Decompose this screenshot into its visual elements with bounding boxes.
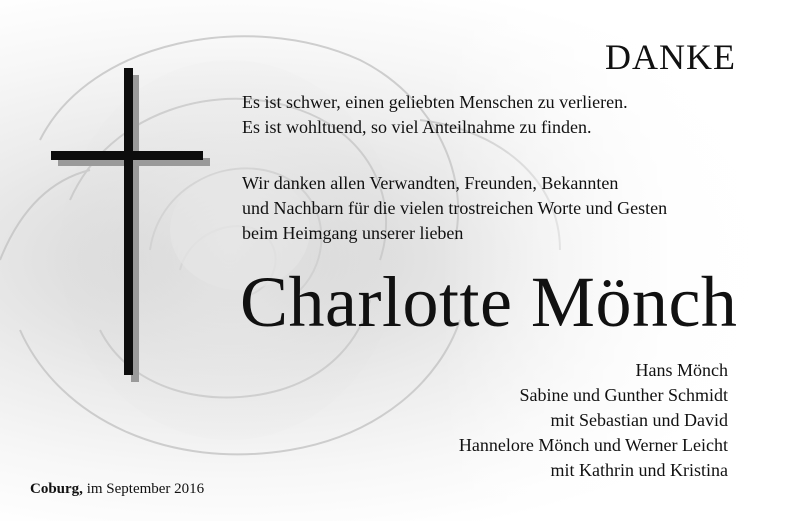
intro-paragraph	[242, 90, 628, 140]
thanks-line: beim Heimgang unserer lieben	[242, 223, 464, 243]
intro-line: Es ist wohltuend, so viel Anteilnahme zu finden.	[242, 117, 592, 137]
thanks-line: und Nachbarn für die vielen trostreichen Worte und Gesten	[242, 198, 668, 218]
intro-line: Es ist schwer, einen geliebten Menschen zu verlieren.	[242, 92, 628, 112]
mourner-line: Sabine und Gunther Schmidt	[519, 385, 728, 405]
deceased-name: Charlotte Mönch	[240, 262, 738, 342]
place-date	[30, 481, 204, 498]
date-text: im September 2016	[82, 481, 205, 497]
mourner-line: mit Kathrin und Kristina	[550, 460, 728, 480]
mourner-line: mit Sebastian und David	[550, 410, 728, 430]
thanks-paragraph	[242, 171, 667, 246]
thanks-line: Wir danken allen Verwandten, Freunden, Bekannten	[242, 173, 619, 193]
mourners-list	[459, 358, 728, 483]
place-name: Coburg,	[30, 481, 83, 497]
mourner-line: Hans Mönch	[635, 360, 728, 380]
mourner-line: Hannelore Mönch und Werner Leicht	[458, 435, 728, 455]
thank-you-heading: DANKE	[605, 37, 736, 77]
